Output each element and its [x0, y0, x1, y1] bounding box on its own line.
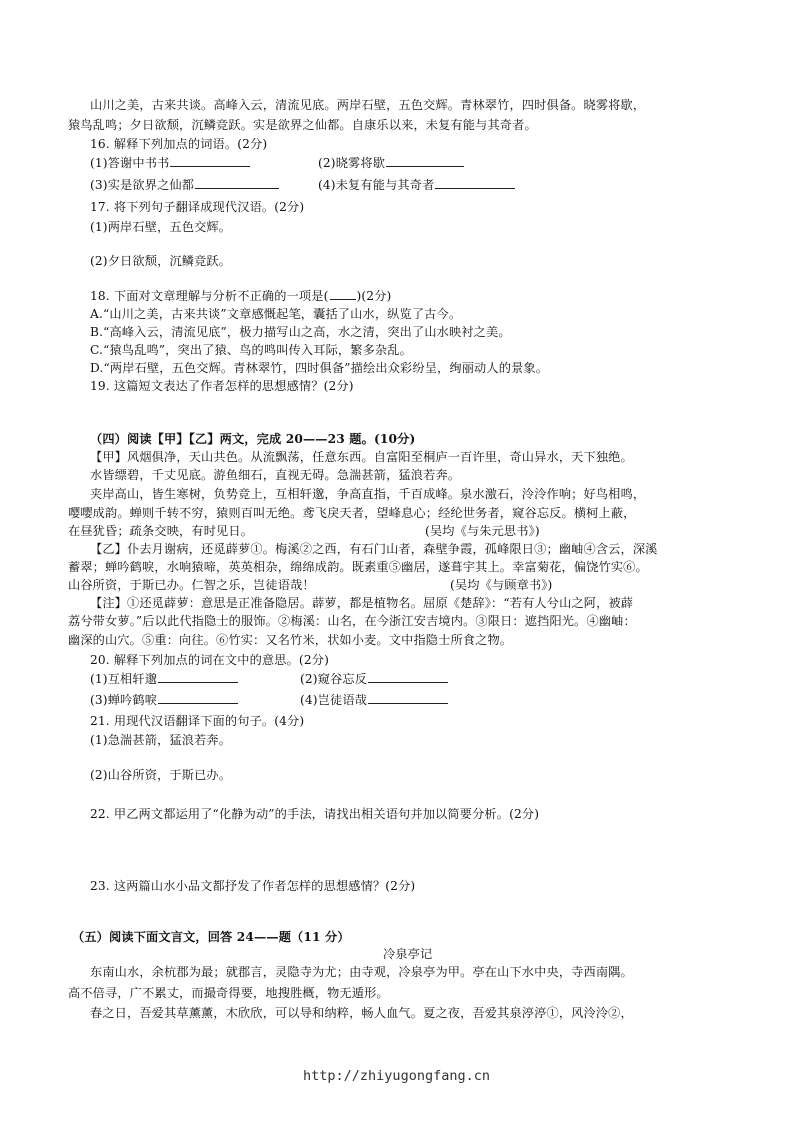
question-22-stem: 22. 甲乙两文都运用了“化静为动”的手法，请找出相关语句并加以简要分析。(2分) — [90, 807, 540, 821]
question-20-item-4: (4)岂徒语哉 — [300, 690, 448, 709]
question-19-stem: 19. 这篇短文表达了作者怎样的思想感情？(2分) — [90, 379, 354, 393]
option-a: A.“山川之美，古来共谈”文章感慨起笔，囊括了山水，纵览了古今。 — [90, 307, 462, 321]
question-20-item-2: (2)窥谷忘反 — [300, 669, 448, 688]
question-20-item-1: (1)互相轩邈 — [90, 669, 238, 688]
jia-line: 夹岸高山，皆生寒树，负势竞上，互相轩邈，争高直指，千百成峰。泉水激石，泠泠作响；好鸟相鸣， — [90, 487, 646, 501]
answer-blank[interactable] — [330, 287, 356, 300]
question-16-stem: 16. 解释下列加点的词语。(2分) — [90, 137, 268, 151]
question-21-stem: 21. 用现代汉语翻译下面的句子。(4分) — [90, 714, 305, 728]
answer-blank[interactable] — [170, 153, 250, 167]
question-20-stem: 20. 解释下列加点的词在文中的意思。(2分) — [90, 653, 329, 667]
question-18-stem: 18. 下面对文章理解与分析不正确的一项是( )(2分) — [90, 289, 392, 303]
jia-line: 嘤嘤成韵。蝉则千转不穷，猿则百叫无绝。鸢飞戾天者，望峰息心；经纶世务者，窥谷忘反。横柯上蔽， — [68, 506, 636, 520]
question-16-item-4: (4)未复有能与其奇者 — [318, 175, 515, 194]
question-16-item-1: (1)答谢中书书 — [90, 153, 250, 172]
question-20-item-3: (3)蝉吟鹤唳 — [90, 690, 238, 709]
jia-line: 水皆缥碧，千丈见底。游鱼细石，直视无碍。急湍甚箭，猛浪若奔。 — [90, 468, 461, 482]
answer-blank[interactable] — [435, 175, 515, 189]
section-5-heading: （五）阅读下面文言文，回答 24——题（11 分） — [72, 930, 350, 944]
section-5-line: 高不倍寻，广不累丈，而撮奇得要，地搜胜概，物无遁形。 — [68, 986, 389, 1000]
question-17-item-2: (2)夕日欲颓，沉鳞竞跃。 — [90, 254, 232, 268]
answer-blank[interactable] — [386, 153, 464, 167]
question-16-item-2: (2)晓雾将歇 — [318, 153, 464, 172]
question-23-stem: 23. 这两篇山水小品文都抒发了作者怎样的思想感情？(2分) — [90, 879, 416, 893]
answer-blank[interactable] — [158, 669, 238, 683]
jia-line: 【甲】风烟俱净，天山共色。从流飘荡，任意东西。自富阳至桐庐一百许里，奇山异水，天下独绝。 — [90, 450, 633, 464]
section-4-heading: （四）阅读【甲】【乙】两文，完成 20——23 题。(10分) — [90, 432, 416, 446]
section-5-line: 东南山水，余杭郡为最；就郡言，灵隐寺为尤；由寺观，冷泉亭为甲。亭在山下水中央，寺西南隅。 — [90, 965, 633, 979]
answer-blank[interactable] — [368, 669, 448, 683]
answer-blank[interactable] — [158, 690, 238, 704]
section-5-line: 春之日，吾爱其草薰薰，木欣欣，可以导和纳粹，畅人血气。夏之夜，吾爱其泉渟渟①，风泠泠②， — [90, 1006, 633, 1020]
question-21-item-1: (1)急湍甚箭，猛浪若奔。 — [90, 733, 232, 747]
notes-line: 幽深的山穴。⑤重：向往。⑥竹实：又名竹米，状如小麦。文中指隐士所食之物。 — [68, 633, 513, 647]
yi-line: 蓄翠；蝉吟鹤唳，水响猿啼，英英相杂，绵绵成韵。既素重⑤幽居，遂葺宇其上。幸富菊花，偏饶竹实⑥。 — [68, 560, 648, 574]
notes-line: 荔兮带女萝。”后以此代指隐士的服饰。②梅溪：山名，在今浙江安吉境内。③限日：遮挡阳光。④幽岫： — [68, 614, 636, 628]
jia-source: (吴均《与朱元思书》) — [425, 524, 540, 538]
answer-blank[interactable] — [195, 175, 279, 189]
question-21-item-2: (2)山谷所资，于斯已办。 — [90, 768, 232, 782]
notes-line: 【注】①还觅薜萝：意思是正准备隐居。薜萝，都是植物名。屈原《楚辞》：“若有人兮山之阿，被薜 — [90, 596, 634, 610]
answer-blank[interactable] — [368, 690, 448, 704]
option-c: C.“猿鸟乱鸣”，突出了猿、鸟的鸣叫传入耳际，繁多杂乱。 — [90, 343, 412, 357]
passage-title: 冷泉亭记 — [383, 947, 433, 961]
yi-line: 【乙】仆去月谢病，还觅薜萝①。梅溪②之西，有石门山者，森壁争霞，孤峰限日③；幽岫④含云，深溪 — [90, 542, 658, 556]
yi-line: 山谷所资，于斯已办。仁智之乐，岂徒语哉！ — [68, 578, 315, 592]
passage-line: 猿鸟乱鸣；夕日欲颓，沉鳞竞跃。实是欲界之仙都。自康乐以来，未复有能与其奇者。 — [68, 118, 537, 132]
passage-line: 山川之美，古来共谈。高峰入云，清流见底。两岸石壁，五色交辉。青林翠竹，四时俱备。晓雾将歇， — [90, 98, 646, 112]
jia-line: 在昼犹昏；疏条交映，有时见日。 — [68, 524, 254, 538]
question-16-item-3: (3)实是欲界之仙都 — [90, 175, 279, 194]
option-b: B.“高峰入云，清流见底”，极力描写山之高，水之清，突出了山水映衬之美。 — [90, 325, 511, 339]
question-17-item-1: (1)两岸石壁，五色交辉。 — [90, 220, 232, 234]
question-17-stem: 17. 将下列句子翻译成现代汉语。(2分) — [90, 200, 305, 214]
yi-source: (吴均《与顾章书》) — [450, 578, 553, 592]
option-d: D.“两岸石壁，五色交辉。青林翠竹，四时俱备”描绘出众彩纷呈，绚丽动人的景象。 — [90, 361, 549, 375]
footer-url[interactable]: http://zhiyugongfang.cn — [303, 1068, 490, 1084]
